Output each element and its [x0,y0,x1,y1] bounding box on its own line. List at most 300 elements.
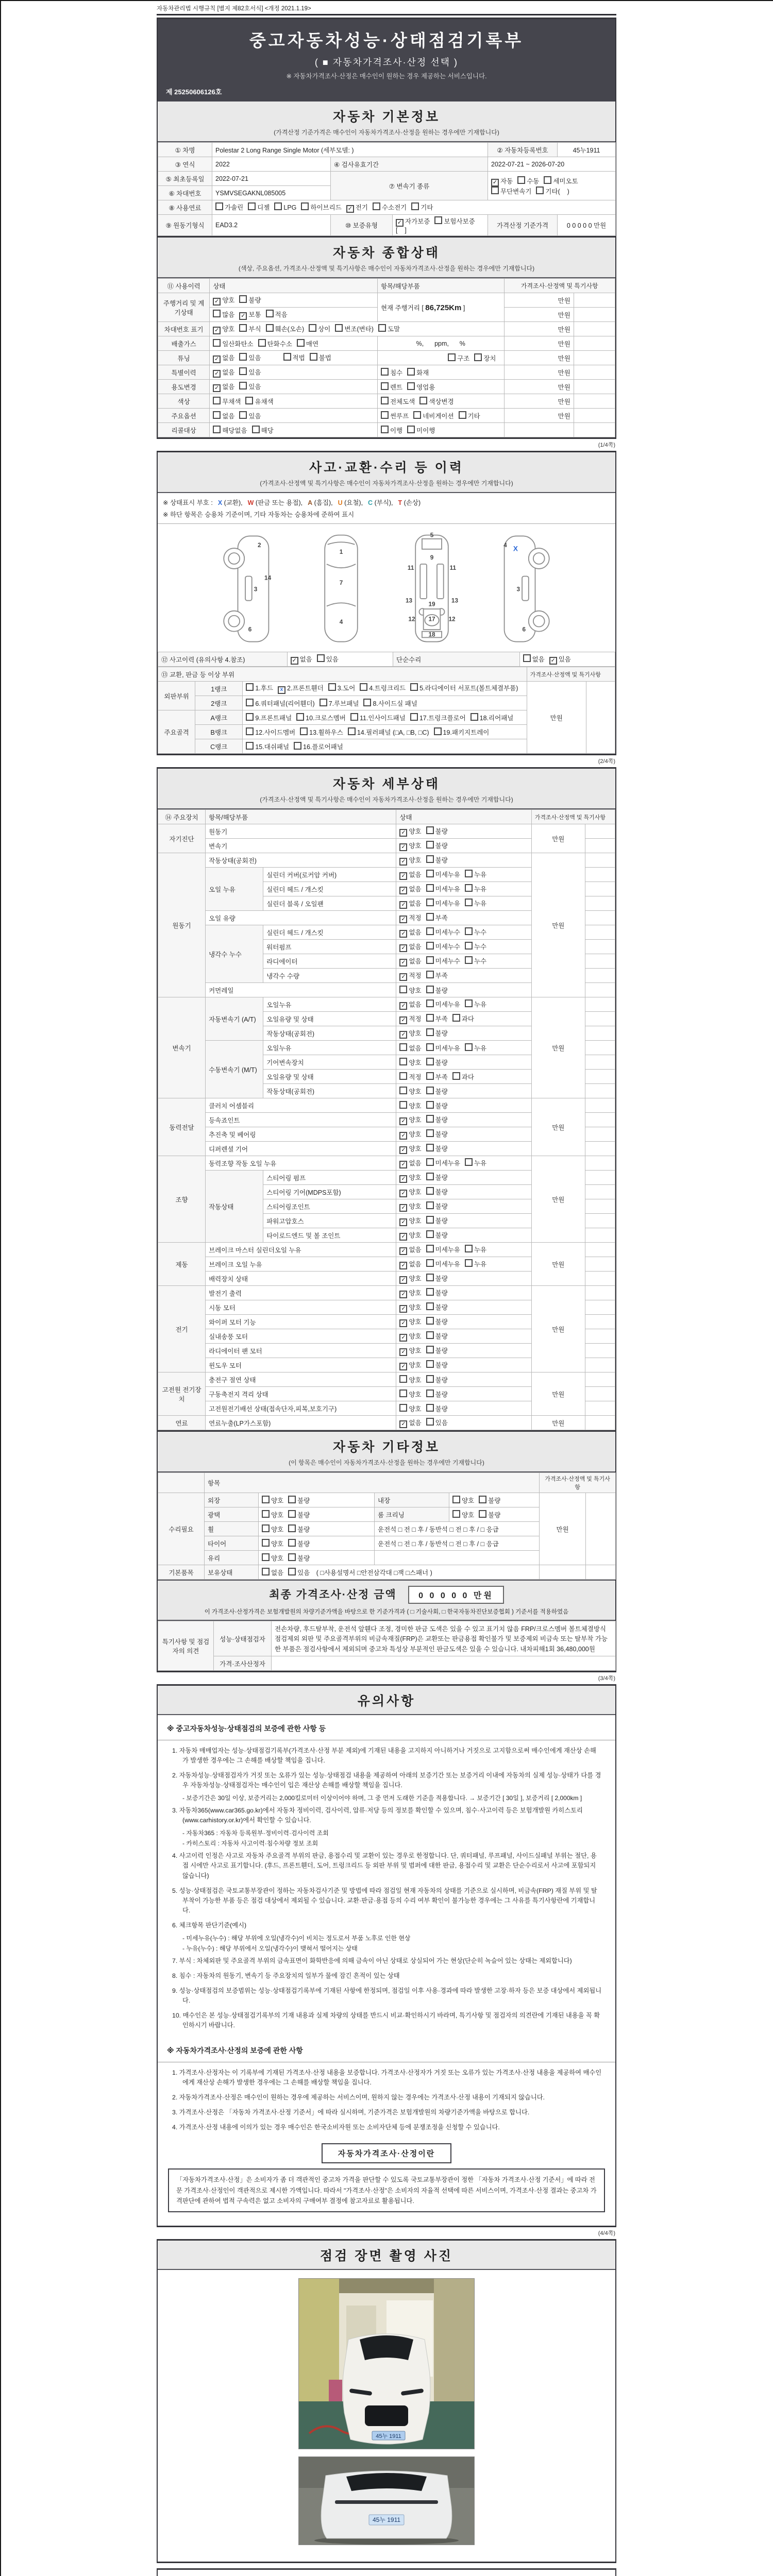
checkbox[interactable] [407,368,415,376]
checkbox[interactable]: ✓ [213,370,221,378]
checkbox[interactable] [536,187,544,194]
check-option[interactable] [426,1101,448,1110]
checkbox[interactable] [413,411,421,419]
check-option[interactable] [246,713,292,722]
checkbox[interactable] [426,1245,434,1252]
check-option[interactable] [399,1058,421,1067]
check-option[interactable] [274,202,296,211]
checkbox[interactable]: ✓ [399,1363,407,1370]
check-option[interactable] [399,1375,421,1384]
checkbox[interactable] [262,1539,270,1547]
checkbox[interactable] [426,1014,434,1022]
checkbox[interactable] [239,324,247,332]
checkbox[interactable] [452,1510,460,1518]
checkbox[interactable]: ✓ [491,179,499,187]
check-option[interactable] [517,176,539,185]
check-option[interactable] [360,683,406,692]
check-option[interactable] [410,683,518,692]
checkbox[interactable] [474,353,482,361]
check-option[interactable] [399,1360,421,1370]
check-option[interactable] [426,1115,448,1124]
check-option[interactable] [399,1072,421,1081]
check-option[interactable] [262,1524,283,1534]
check-option[interactable] [426,1360,448,1369]
check-option[interactable] [426,899,460,908]
checkbox[interactable] [373,202,380,210]
check-option[interactable] [491,187,531,196]
checkbox[interactable]: ✓ [399,1146,407,1154]
check-option[interactable] [399,1317,421,1327]
checkbox[interactable] [266,324,274,332]
check-option[interactable] [426,1058,448,1067]
checkbox[interactable] [407,426,415,433]
checkbox[interactable] [470,713,478,721]
check-option[interactable] [239,295,261,304]
check-option[interactable] [426,942,460,951]
check-option[interactable] [213,295,234,306]
check-option[interactable] [213,324,234,334]
check-option[interactable] [288,1553,310,1563]
check-option[interactable] [399,1274,421,1284]
checkbox[interactable]: ✓ [213,327,221,334]
check-option[interactable] [465,1043,486,1053]
check-option[interactable] [465,884,486,893]
checkbox[interactable]: ✓ [399,1334,407,1342]
checkbox[interactable] [288,1568,296,1575]
checkbox[interactable] [399,1101,407,1109]
checkbox[interactable] [252,426,260,433]
check-option[interactable] [399,913,421,923]
checkbox[interactable] [426,1389,434,1397]
check-option[interactable] [426,1129,448,1139]
checkbox[interactable] [452,1496,460,1503]
checkbox[interactable]: ✓ [399,1262,407,1269]
check-option[interactable] [239,367,261,377]
checkbox[interactable] [517,176,525,184]
checkbox[interactable] [296,713,304,721]
checkbox[interactable] [246,713,254,721]
checkbox[interactable]: ✓ [399,1305,407,1313]
checkbox[interactable] [426,1058,434,1065]
checkbox[interactable] [381,426,389,433]
check-option[interactable] [262,1510,283,1519]
checkbox[interactable] [459,411,466,419]
checkbox[interactable] [274,202,282,210]
checkbox[interactable] [294,742,301,750]
check-option[interactable] [239,411,261,420]
check-option[interactable] [426,971,448,980]
check-option[interactable] [452,1510,474,1519]
check-option[interactable] [297,339,318,348]
check-option[interactable] [399,986,421,995]
check-option[interactable] [288,1510,310,1519]
checkbox[interactable]: ✓ [396,219,404,227]
checkbox[interactable] [246,742,254,750]
checkbox[interactable] [381,397,389,404]
checkbox[interactable] [288,1496,296,1503]
checkbox[interactable]: ✓ [399,1233,407,1241]
check-option[interactable] [426,1346,448,1355]
checkbox[interactable] [465,1259,473,1267]
checkbox[interactable] [360,683,367,691]
check-option[interactable] [248,202,270,212]
checkbox[interactable] [239,382,247,389]
checkbox[interactable] [399,986,407,993]
checkbox[interactable] [426,942,434,950]
checkbox[interactable] [491,187,499,194]
checkbox[interactable] [410,683,418,691]
checkbox[interactable] [426,1360,434,1368]
checkbox[interactable] [426,1144,434,1151]
checkbox[interactable] [465,870,473,877]
check-option[interactable] [399,1115,421,1125]
checkbox[interactable] [399,1404,407,1412]
check-option[interactable] [288,1524,310,1534]
check-option[interactable] [350,713,406,722]
checkbox[interactable] [297,339,305,347]
checkbox[interactable] [363,699,371,706]
checkbox[interactable]: ✓ [399,1161,407,1168]
checkbox[interactable] [426,913,434,921]
check-option[interactable] [258,339,292,348]
check-option[interactable] [465,942,486,951]
check-option[interactable] [239,324,261,333]
checkbox[interactable] [239,411,247,419]
check-option[interactable] [470,713,514,722]
check-option[interactable] [399,1288,421,1298]
check-option[interactable] [278,683,324,694]
check-option[interactable] [399,956,421,967]
checkbox[interactable] [426,826,434,834]
check-option[interactable] [266,310,288,319]
check-option[interactable] [452,1496,474,1505]
checkbox[interactable] [239,367,247,375]
check-option[interactable] [426,913,448,922]
checkbox[interactable] [426,1101,434,1109]
checkbox[interactable] [399,1087,407,1094]
check-option[interactable] [396,216,430,227]
check-option[interactable] [399,899,421,909]
checkbox[interactable] [426,971,434,978]
check-option[interactable] [213,411,234,420]
check-option[interactable] [399,841,421,851]
check-option[interactable] [239,310,261,320]
check-option[interactable] [465,1245,486,1254]
check-option[interactable] [399,884,421,894]
check-option[interactable] [407,368,429,377]
check-option[interactable] [399,942,421,952]
check-option[interactable] [381,368,402,377]
check-option[interactable] [407,426,435,435]
check-option[interactable] [288,1568,310,1577]
check-option[interactable] [213,397,241,406]
check-option[interactable] [399,1404,421,1413]
check-option[interactable] [426,1418,448,1427]
check-option[interactable] [213,426,247,435]
checkbox[interactable] [426,1317,434,1325]
checkbox[interactable] [465,942,473,950]
checkbox[interactable] [317,654,325,662]
check-option[interactable] [426,1288,448,1297]
checkbox[interactable] [426,870,434,877]
check-option[interactable] [465,1259,486,1268]
check-option[interactable] [426,1087,448,1096]
checkbox[interactable] [426,1173,434,1180]
check-option[interactable] [399,1201,421,1212]
check-option[interactable] [426,1028,448,1038]
check-option[interactable] [426,1144,448,1153]
checkbox[interactable] [288,1510,296,1518]
check-option[interactable] [465,999,486,1009]
checkbox[interactable]: ✓ [399,1016,407,1024]
checkbox[interactable] [465,1043,473,1051]
checkbox[interactable]: ✓ [399,930,407,938]
checkbox[interactable] [465,927,473,935]
check-option[interactable] [452,1014,474,1023]
check-option[interactable] [288,1496,310,1505]
checkbox[interactable] [426,1043,434,1051]
check-option[interactable] [426,1216,448,1225]
checkbox[interactable]: ✓ [399,944,407,952]
check-option[interactable] [399,1158,421,1168]
checkbox[interactable] [426,1259,434,1267]
checkbox[interactable] [426,1418,434,1426]
checkbox[interactable] [426,1115,434,1123]
check-option[interactable] [426,884,460,893]
check-option[interactable] [246,727,295,737]
checkbox[interactable] [426,1087,434,1094]
checkbox[interactable] [399,1389,407,1397]
checkbox[interactable] [213,411,221,419]
check-option[interactable] [288,1539,310,1548]
check-option[interactable] [426,1389,448,1399]
checkbox[interactable] [399,1072,407,1080]
check-option[interactable] [426,1245,460,1254]
check-option[interactable] [426,1375,448,1384]
check-option[interactable] [378,324,400,333]
checkbox[interactable] [328,683,336,691]
check-option[interactable] [426,1173,448,1182]
checkbox[interactable]: ✓ [399,1190,407,1197]
check-option[interactable] [426,1404,448,1413]
check-option[interactable] [426,1331,448,1341]
checkbox[interactable]: ✓ [213,384,221,392]
checkbox[interactable]: x [278,686,285,694]
checkbox[interactable]: ✓ [399,1175,407,1183]
checkbox[interactable] [465,999,473,1007]
checkbox[interactable] [419,397,427,404]
check-option[interactable] [426,1317,448,1326]
checkbox[interactable] [399,1058,407,1065]
check-option[interactable] [426,1259,460,1268]
check-option[interactable] [373,202,407,212]
check-option[interactable] [213,339,253,348]
check-option[interactable] [239,353,261,362]
check-option[interactable] [381,397,415,406]
check-option[interactable] [399,1302,421,1313]
check-option[interactable] [407,382,435,392]
check-option[interactable] [426,870,460,879]
checkbox[interactable] [288,1539,296,1547]
checkbox[interactable] [465,884,473,892]
check-option[interactable] [426,826,448,836]
check-option[interactable] [426,1158,460,1167]
check-option[interactable] [426,1187,448,1196]
check-option[interactable] [474,353,496,363]
check-option[interactable] [381,382,402,392]
checkbox[interactable]: ✓ [399,1291,407,1298]
checkbox[interactable]: ✓ [399,1132,407,1140]
check-option[interactable] [426,986,448,995]
check-option[interactable] [410,713,466,722]
checkbox[interactable] [262,1524,270,1532]
checkbox[interactable] [378,324,386,332]
checkbox[interactable] [426,1331,434,1339]
checkbox[interactable] [262,1496,270,1503]
check-option[interactable] [262,1553,283,1563]
checkbox[interactable] [426,986,434,993]
check-option[interactable] [426,1230,448,1240]
check-option[interactable] [300,727,343,737]
checkbox[interactable] [310,353,317,361]
checkbox[interactable] [399,1375,407,1383]
checkbox[interactable] [465,1245,473,1252]
checkbox[interactable] [479,1510,486,1518]
check-option[interactable] [262,1568,283,1577]
check-option[interactable] [381,426,402,435]
checkbox[interactable] [239,295,247,303]
checkbox[interactable] [300,727,308,735]
check-option[interactable] [549,654,571,665]
checkbox[interactable] [426,1230,434,1238]
check-option[interactable] [399,1043,421,1053]
checkbox[interactable] [452,1014,460,1022]
check-option[interactable] [399,1144,421,1154]
check-option[interactable] [523,654,545,664]
checkbox[interactable] [381,411,389,419]
checkbox[interactable] [248,202,256,210]
check-option[interactable] [426,927,460,937]
checkbox[interactable] [465,899,473,906]
check-option[interactable] [426,1274,448,1283]
checkbox[interactable] [544,176,551,184]
checkbox[interactable] [434,727,442,735]
checkbox[interactable] [335,324,343,332]
check-option[interactable] [459,411,480,420]
checkbox[interactable] [479,1496,486,1503]
check-option[interactable] [246,683,273,692]
checkbox[interactable] [266,310,274,317]
checkbox[interactable]: ✓ [399,1420,407,1428]
check-option[interactable] [434,216,475,226]
checkbox[interactable] [426,1028,434,1036]
check-option[interactable] [213,353,234,363]
check-option[interactable] [426,999,460,1009]
check-option[interactable] [479,1510,500,1519]
checkbox[interactable] [213,397,221,404]
check-option[interactable] [465,927,486,937]
checkbox[interactable]: ✓ [399,1247,407,1255]
check-option[interactable] [426,841,448,850]
checkbox[interactable] [426,1404,434,1412]
check-option[interactable] [465,899,486,908]
checkbox[interactable] [246,727,254,735]
check-option[interactable] [346,202,368,213]
checkbox[interactable] [426,1216,434,1224]
check-option[interactable] [328,683,356,692]
check-option[interactable] [320,699,359,708]
checkbox[interactable] [426,855,434,863]
check-option[interactable] [399,1101,421,1110]
check-option[interactable] [283,353,305,362]
check-option[interactable] [239,382,261,391]
checkbox[interactable]: ✓ [399,916,407,923]
check-option[interactable] [266,324,305,333]
check-option[interactable] [419,397,453,406]
checkbox[interactable] [426,1158,434,1166]
checkbox[interactable] [426,999,434,1007]
checkbox[interactable] [426,884,434,892]
checkbox[interactable] [426,1375,434,1383]
checkbox[interactable] [426,956,434,964]
checkbox[interactable] [399,1043,407,1051]
check-option[interactable] [301,202,341,212]
check-option[interactable] [262,1539,283,1548]
check-option[interactable] [246,699,314,708]
check-option[interactable] [262,1496,283,1505]
check-option[interactable] [399,1331,421,1342]
check-option[interactable] [399,1418,421,1428]
checkbox[interactable] [410,713,418,721]
check-option[interactable] [399,826,421,837]
check-option[interactable] [294,742,343,751]
check-option[interactable] [399,1187,421,1197]
checkbox[interactable] [245,397,253,404]
checkbox[interactable]: ✓ [549,657,557,665]
check-option[interactable] [399,1216,421,1226]
check-option[interactable] [426,956,460,965]
checkbox[interactable]: ✓ [399,901,407,909]
checkbox[interactable] [213,310,221,317]
checkbox[interactable] [381,368,389,376]
checkbox[interactable] [426,1201,434,1209]
checkbox[interactable]: ✓ [213,355,221,363]
checkbox[interactable]: ✓ [399,843,407,851]
checkbox[interactable]: ✓ [399,1276,407,1284]
checkbox[interactable] [258,339,266,347]
checkbox[interactable] [426,899,434,906]
check-option[interactable] [465,870,486,879]
checkbox[interactable] [350,713,358,721]
check-option[interactable] [310,353,331,362]
checkbox[interactable]: ✓ [399,959,407,967]
checkbox[interactable] [215,202,223,210]
check-option[interactable] [399,1346,421,1356]
checkbox[interactable]: ✓ [399,1117,407,1125]
check-option[interactable] [399,927,421,938]
checkbox[interactable] [283,353,291,361]
check-option[interactable] [465,1158,486,1167]
checkbox[interactable] [213,339,221,347]
checkbox[interactable] [262,1510,270,1518]
check-option[interactable] [291,654,312,665]
checkbox[interactable] [246,683,254,691]
check-option[interactable] [348,727,429,737]
check-option[interactable] [399,1259,421,1269]
checkbox[interactable]: ✓ [239,312,247,320]
checkbox[interactable] [288,1553,296,1561]
check-option[interactable] [544,176,578,185]
